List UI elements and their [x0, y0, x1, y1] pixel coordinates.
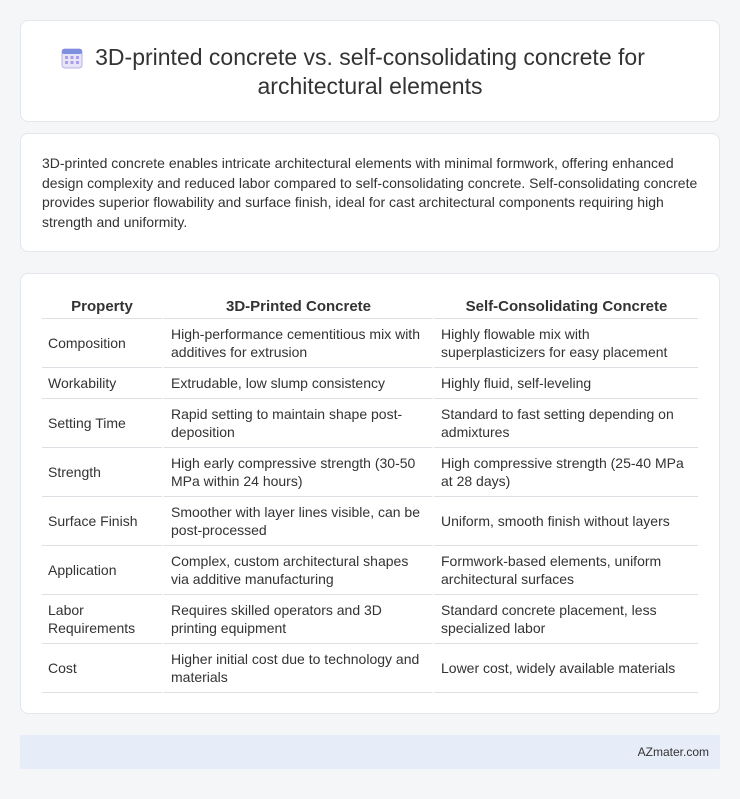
comparison-table-card — [20, 273, 720, 714]
property-cell: Application — [42, 546, 162, 595]
table-row — [42, 644, 698, 693]
footer-brand: AZmater.com — [637, 745, 709, 759]
title-card — [20, 20, 720, 122]
scc-cell: Formwork-based elements, uniform architectural surfaces — [432, 546, 698, 595]
scc-cell: Standard concrete placement, less specialized labor — [432, 595, 698, 644]
property-cell: Composition — [42, 319, 162, 368]
printed-cell: Complex, custom architectural shapes via additive manufacturing — [162, 546, 432, 595]
property-cell: Labor Requirements — [42, 595, 162, 644]
scc-cell: Standard to fast setting depending on admixtures — [432, 399, 698, 448]
summary-text: 3D-printed concrete enables intricate architectural elements with minimal formwork, offering enhanced design complexity and reduced labor compared to self-consolidating concrete. Self-consolidating concrete provides superior flowability and surface finish, ideal for cast architectural components requiring high strength and uniformity. — [42, 155, 698, 230]
printed-cell: High-performance cementitious mix with additives for extrusion — [162, 319, 432, 368]
page-title-line-2: architectural elements — [257, 73, 483, 99]
property-cell: Setting Time — [42, 399, 162, 448]
property-cell: Cost — [42, 644, 162, 693]
page-title — [21, 43, 719, 101]
table-row — [42, 546, 698, 595]
table-row — [42, 595, 698, 644]
summary-card — [20, 133, 720, 252]
header-self-consolidating: Self-Consolidating Concrete — [432, 296, 698, 319]
printed-cell: Requires skilled operators and 3D printing equipment — [162, 595, 432, 644]
printed-cell: Smoother with layer lines visible, can be post-processed — [162, 497, 432, 546]
printed-cell: Extrudable, low slump consistency — [162, 368, 432, 399]
table-header-row — [42, 296, 698, 319]
page-title-line-1: 3D-printed concrete vs. self-consolidating concrete for — [95, 44, 645, 70]
footer-bar — [20, 735, 720, 769]
property-cell: Strength — [42, 448, 162, 497]
table-row — [42, 448, 698, 497]
table-row — [42, 399, 698, 448]
scc-cell: Lower cost, widely available materials — [432, 644, 698, 693]
comparison-table — [42, 296, 698, 693]
printed-cell: Higher initial cost due to technology and materials — [162, 644, 432, 693]
printed-cell: High early compressive strength (30-50 MPa within 24 hours) — [162, 448, 432, 497]
scc-cell: High compressive strength (25-40 MPa at 28 days) — [432, 448, 698, 497]
table-row — [42, 368, 698, 399]
table-row — [42, 319, 698, 368]
printed-cell: Rapid setting to maintain shape post-deposition — [162, 399, 432, 448]
property-cell: Workability — [42, 368, 162, 399]
table-row — [42, 497, 698, 546]
header-3d-printed: 3D-Printed Concrete — [162, 296, 432, 319]
scc-cell: Highly fluid, self-leveling — [432, 368, 698, 399]
property-cell: Surface Finish — [42, 497, 162, 546]
scc-cell: Uniform, smooth finish without layers — [432, 497, 698, 546]
scc-cell: Highly flowable mix with superplasticizers for easy placement — [432, 319, 698, 368]
header-property: Property — [42, 296, 162, 319]
